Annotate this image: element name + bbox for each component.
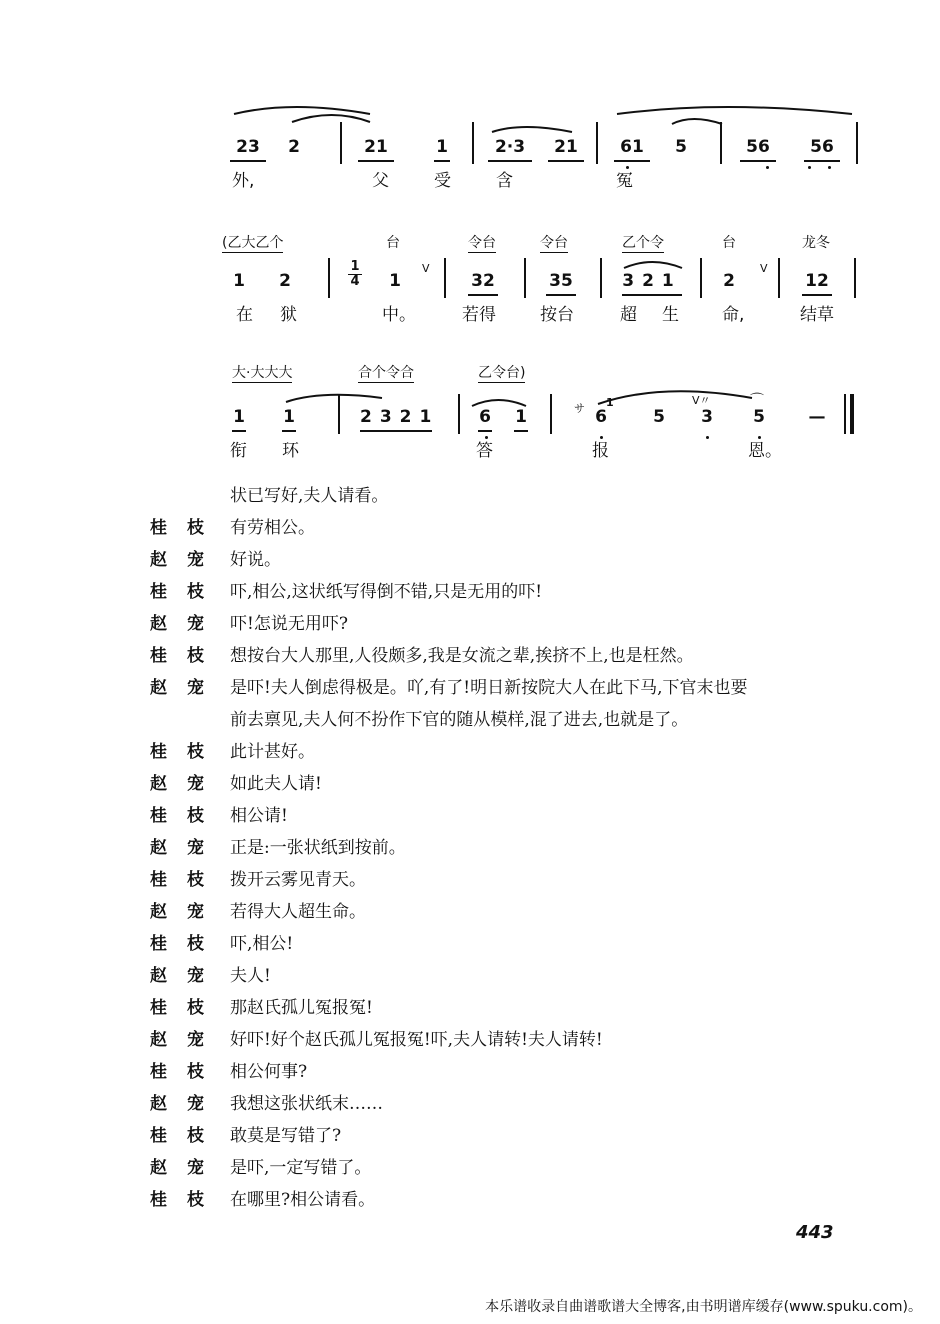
speaker-name: 赵宠 (150, 838, 224, 858)
note-cell: 1 (233, 271, 245, 291)
slur-line (222, 100, 862, 140)
lyric-text: 含 (496, 171, 513, 191)
time-signature: 1 4 (348, 260, 362, 289)
note-cell: 2 (288, 137, 300, 157)
note-cell: 12 (802, 270, 832, 296)
source-footer: 本乐谱收录自曲谱歌谱大全博客,由书明谱库缓存(www.spuku.com)。 (485, 1299, 922, 1315)
note-cell: 5 (753, 407, 765, 427)
page-number: 443 (796, 1222, 834, 1243)
speaker-name: 桂枝 (150, 1062, 224, 1082)
speaker-name: 桂枝 (150, 1126, 224, 1146)
note-cell: 6 (478, 406, 492, 432)
speech-text: 好吓!好个赵氏孤儿冤报冤!吓,夫人请转!夫人请转! (230, 1030, 603, 1050)
note-cell: 2 (279, 271, 291, 291)
note-cell: 56 (804, 136, 840, 162)
lyric-text: 若得 (462, 305, 496, 325)
lyric-text: 冤 (616, 171, 633, 191)
note-cell: 1 (282, 406, 296, 432)
note-cell: 5 (675, 137, 687, 157)
percussion-text: 令台 (540, 235, 568, 251)
percussion-text: 乙个令 (622, 235, 664, 251)
speech-text: 吓!怎说无用吓? (230, 614, 348, 634)
note-cell: 21 (548, 136, 584, 162)
speech-text: 有劳相公。 (230, 518, 315, 538)
percussion-text: 台 (386, 235, 400, 251)
note-cell: 1 (232, 406, 246, 432)
speaker-name: 桂枝 (150, 934, 224, 954)
speaker-name: 桂枝 (150, 646, 224, 666)
bar-line (778, 258, 780, 298)
notation-system-3 (222, 362, 862, 462)
bar-line (472, 122, 474, 164)
speaker-name: 桂枝 (150, 870, 224, 890)
free-tempo-mark: サ (574, 402, 585, 415)
speech-text: 若得大人超生命。 (230, 902, 366, 922)
speech-text: 相公何事? (230, 1062, 308, 1082)
bar-line (720, 122, 722, 164)
note-cell: 2·3 (488, 136, 532, 162)
bar-line (328, 258, 330, 298)
lyric-text: 答 (476, 441, 493, 461)
note-cell: 6 (595, 407, 607, 427)
speech-text: 吓,相公! (230, 934, 294, 954)
lyric-text: 结草 (800, 305, 834, 325)
bar-line (444, 258, 446, 298)
percussion-text: 龙冬 (802, 235, 830, 251)
notation-system-2 (222, 232, 862, 327)
bar-line (458, 394, 460, 434)
speaker-name: 赵宠 (150, 550, 224, 570)
note-cell: 61 (614, 136, 650, 162)
speaker-name: 桂枝 (150, 742, 224, 762)
speaker-name: 赵宠 (150, 1030, 224, 1050)
speech-text: 好说。 (230, 550, 281, 570)
note-cell: 1 (434, 136, 450, 162)
note-cell: 1 (389, 271, 401, 291)
speech-text: 如此夫人请! (230, 774, 322, 794)
note-cell: 32 (468, 270, 498, 296)
lyric-text: 衔 (230, 441, 247, 461)
lyric-text: 恩。 (748, 441, 782, 461)
speech-text: 此计甚好。 (230, 742, 315, 762)
bar-line (700, 258, 702, 298)
bar-line (596, 122, 598, 164)
bar-line (338, 394, 340, 434)
speaker-name: 桂枝 (150, 1190, 224, 1210)
lyric-text: 超 (620, 305, 637, 325)
bar-line (844, 394, 846, 434)
speech-text: 夫人! (230, 966, 271, 986)
note-cell: 321 (622, 270, 682, 296)
lyric-text: 环 (282, 441, 299, 461)
speech-text: 前去禀见,夫人何不扮作下官的随从模样,混了进去,也就是了。 (230, 710, 689, 730)
note-cell: 35 (546, 270, 576, 296)
bar-line (600, 258, 602, 298)
lyric-text: 受 (434, 171, 451, 191)
speaker-name: 桂枝 (150, 518, 224, 538)
speech-text: 在哪里?相公请看。 (230, 1190, 376, 1210)
grace-note: 1 (606, 396, 614, 409)
bar-line (340, 122, 342, 164)
speech-text: 是吓!夫人倒虑得极是。吖,有了!明日新按院大人在此下马,下官末也要 (230, 678, 748, 698)
speaker-name: 赵宠 (150, 966, 224, 986)
bar-line (854, 258, 856, 298)
note-cell: 5 (653, 407, 665, 427)
lyric-text: 外, (232, 171, 255, 191)
note-cell: 2321 (360, 406, 432, 432)
speech-text: 我想这张状纸末…… (230, 1094, 383, 1114)
speech-text: 是吓,一定写错了。 (230, 1158, 372, 1178)
speech-text: 相公请! (230, 806, 288, 826)
speaker-name: 赵宠 (150, 1158, 224, 1178)
speech-text: 正是:一张状纸到按前。 (230, 838, 406, 858)
speech-text: 状已写好,夫人请看。 (230, 486, 389, 506)
speech-text: 敢莫是写错了? (230, 1126, 342, 1146)
percussion-text: 台 (722, 235, 736, 251)
speaker-name: 桂枝 (150, 998, 224, 1018)
bar-line (856, 122, 858, 164)
note-cell: 56 (740, 136, 776, 162)
lyric-text: 狱 (280, 305, 297, 325)
percussion-text: 合个令合 (358, 365, 414, 381)
percussion-text: (乙大乙个 (222, 235, 284, 251)
speaker-name: 赵宠 (150, 774, 224, 794)
breath-mark: V (760, 262, 768, 275)
lyric-text: 在 (236, 305, 253, 325)
note-cell: 2 (723, 271, 735, 291)
note-cell: 21 (358, 136, 394, 162)
notation-system-1 (222, 100, 862, 190)
speaker-name: 桂枝 (150, 806, 224, 826)
octave-dot (828, 166, 831, 169)
note-cell: 3 (701, 407, 713, 427)
lyric-text: 生 (662, 305, 679, 325)
speech-text: 想按台大人那里,人役颇多,我是女流之辈,挨挤不上,也是枉然。 (230, 646, 694, 666)
note-cell: — (808, 407, 826, 427)
octave-dot (808, 166, 811, 169)
octave-dot (706, 436, 709, 439)
note-cell: 1 (514, 406, 528, 432)
speaker-name: 赵宠 (150, 614, 224, 634)
speech-text: 吓,相公,这状纸写得倒不错,只是无用的吓! (230, 582, 543, 602)
lyric-text: 按台 (540, 305, 574, 325)
speech-text: 拨开云雾见青天。 (230, 870, 366, 890)
breath-mark: V (422, 262, 430, 275)
speaker-name: 赵宠 (150, 678, 224, 698)
lyric-text: 中。 (382, 305, 416, 325)
lyric-text: 父 (372, 171, 389, 191)
speaker-name: 赵宠 (150, 1094, 224, 1114)
lyric-text: 报 (592, 441, 609, 461)
percussion-text: 令台 (468, 235, 496, 251)
final-bar-line (850, 394, 854, 434)
lyric-text: 命, (722, 305, 745, 325)
fermata-mark: ⌒ (750, 393, 764, 409)
speaker-name: 赵宠 (150, 902, 224, 922)
bar-line (524, 258, 526, 298)
speech-text: 那赵氏孤儿冤报冤! (230, 998, 373, 1018)
percussion-text: 乙令台) (478, 365, 526, 381)
dialogue-block (150, 480, 870, 1220)
breath-mark: V〃 (692, 394, 711, 407)
octave-dot (766, 166, 769, 169)
note-cell: 23 (230, 136, 266, 162)
speaker-name: 桂枝 (150, 582, 224, 602)
bar-line (550, 394, 552, 434)
percussion-text: 大·大大大 (232, 365, 293, 381)
